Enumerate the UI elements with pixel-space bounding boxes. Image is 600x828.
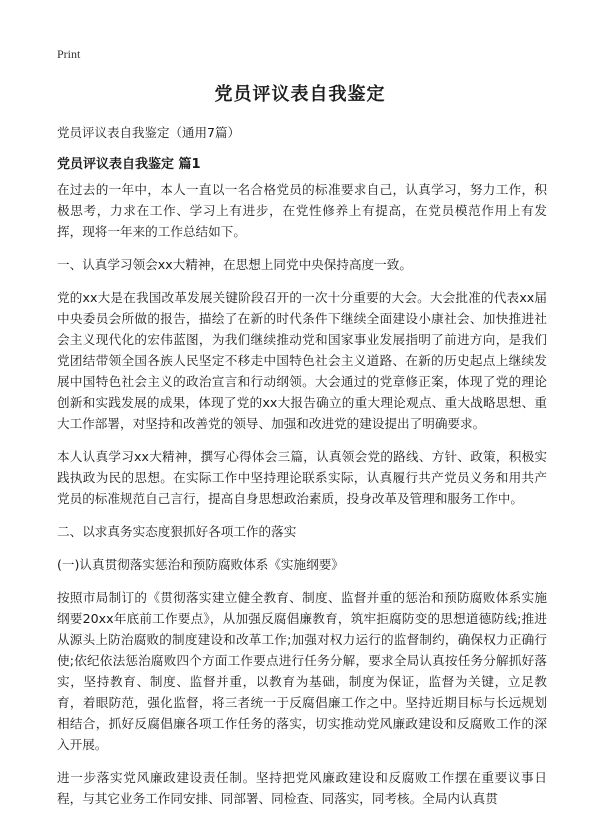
paragraph-heading-2: 二、以求真务实态度狠抓好各项工作的落实 [57,524,297,539]
paragraph-intro: 在过去的一年中，本人一直以一名合格党员的标准要求自己，认真学习，努力工作，积极思考，力求在工作、学习上有进步，在党性修养上有提高，在党员模范作用上有发挥，现将一年来的工作总结如下。 [57,182,547,239]
paragraph-heading-1: 一、认真学习领会xx大精神，在思想上同党中央保持高度一致。 [57,257,412,272]
document-body [57,179,547,821]
paragraph: 进一步落实党风廉政建设责任制。坚持把党风廉政建设和反腐败工作摆在重要议事日程，与其它业务工作同安排、同部署、同检查、同落实，同考核。全局内认真贯 [57,770,547,806]
section-heading: 党员评议表自我鉴定 篇1 [57,157,201,172]
paragraph-subheading: (一)认真贯彻落实惩治和预防腐败体系《实施纲要》 [57,557,344,572]
document-title: 党员评议表自我鉴定 [214,84,386,105]
paragraph: 本人认真学习xx大精神，撰写心得体会三篇，认真领会党的路线、方针、政策，积极实践执政为民的思想。在实际工作中坚持理论联系实际，认真履行共产党员义务和用共产党员的标准规范自己言行，提高自身思想政治素质，投身改革及管理和服务工作中。 [57,449,547,506]
paragraph: 党的xx大是在我国改革发展关键阶段召开的一次十分重要的大会。大会批准的代表xx届中央委员会所做的报告，描绘了在新的时代条件下继续全面建设小康社会、加快推进社会主义现代化的宏伟蓝图，为我们继续推动党和国家事业发展指明了前进方向，是我们党团结带领全国各族人民坚定不移走中国特色社会主义道路、在新的历史起点上继续发展中国特色社会主义的政治宣言和行动纲领。大会通过的党章修正案，体现了党的理论创新和实践发展的成果，体现了党的xx大报告确立的重大理论观点、重大战略思想、重大工作部署，对坚持和改善党的领导、加强和改进党的建设提出了明确要求。 [57,290,547,431]
document-subtitle: 党员评议表自我鉴定（通用7篇） [57,125,240,140]
paragraph: 按照市局制订的《贯彻落实建立健全教育、制度、监督并重的惩治和预防腐败体系实施纲要20xx年底前工作要点》，从加强反腐倡廉教育，筑牢拒腐防变的思想道德防线;推进从源头上防治腐败的制度建设和改革工作;加强对权力运行的监督制约，确保权力正确行使;依纪依法惩治腐败四个方面工作要点进行任务分解，要求全局认真按任务分解抓好落实，坚持教育、制度、监督并重，以教育为基础，制度为保证，监督为关键，立足教育，着眼防范，强化监督，将三者统一于反腐倡廉工作之中。坚持近期目标与长远规划相结合，抓好反腐倡廉各项工作任务的落实，切实推动党风廉政建设和反腐败工作的深入开展。 [57,590,547,752]
print-label: Print [57,47,81,61]
